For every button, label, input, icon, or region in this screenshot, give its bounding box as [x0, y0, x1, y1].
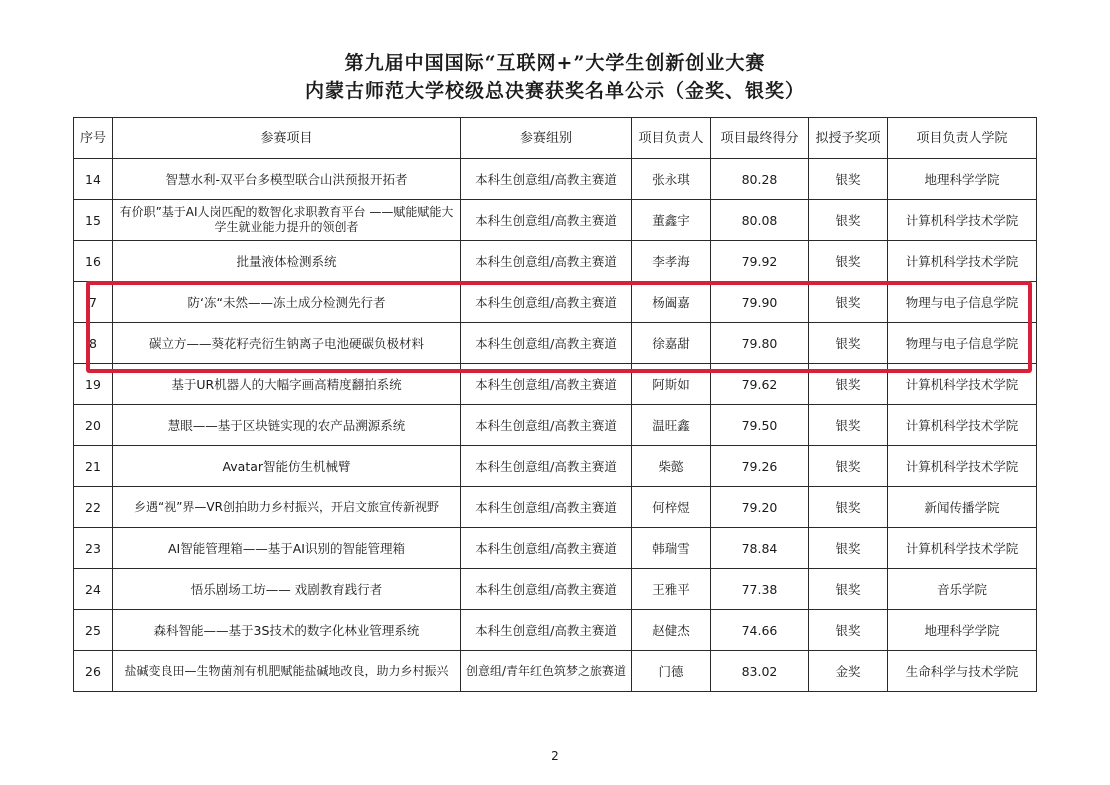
cell-college: 新闻传播学院: [888, 487, 1037, 528]
cell-award: 银奖: [809, 159, 888, 200]
cell-score: 79.26: [711, 446, 809, 487]
cell-award: 银奖: [809, 610, 888, 651]
cell-score: 79.62: [711, 364, 809, 405]
cell-group: 本科生创意组/高教主赛道: [461, 159, 632, 200]
cell-leader: 柴懿: [632, 446, 711, 487]
cell-group: 创意组/青年红色筑梦之旅赛道: [461, 651, 632, 692]
cell-group: 本科生创意组/高教主赛道: [461, 200, 632, 241]
cell-award: 银奖: [809, 528, 888, 569]
cell-no: 24: [74, 569, 113, 610]
cell-project: 批量液体检测系统: [113, 241, 461, 282]
cell-no: 16: [74, 241, 113, 282]
cell-project: 悟乐剧场工坊—— 戏剧教育践行者: [113, 569, 461, 610]
cell-award: 银奖: [809, 569, 888, 610]
cell-project: 慧眼——基于区块链实现的农产品溯源系统: [113, 405, 461, 446]
cell-award: 银奖: [809, 405, 888, 446]
cell-no: 25: [74, 610, 113, 651]
cell-group: 本科生创意组/高教主赛道: [461, 364, 632, 405]
cell-award: 银奖: [809, 200, 888, 241]
cell-project: 森科智能——基于3S技术的数字化林业管理系统: [113, 610, 461, 651]
cell-score: 83.02: [711, 651, 809, 692]
cell-leader: 温旺鑫: [632, 405, 711, 446]
cell-project: AI智能管理箱——基于AI识别的智能管理箱: [113, 528, 461, 569]
cell-group: 本科生创意组/高教主赛道: [461, 487, 632, 528]
cell-no: 8: [74, 323, 113, 364]
table-row: [74, 569, 1037, 610]
cell-project: Avatar智能仿生机械臂: [113, 446, 461, 487]
cell-no: 20: [74, 405, 113, 446]
table-row: [74, 446, 1037, 487]
cell-college: 物理与电子信息学院: [888, 282, 1037, 323]
table-row: [74, 200, 1037, 241]
cell-group: 本科生创意组/高教主赛道: [461, 323, 632, 364]
cell-college: 物理与电子信息学院: [888, 323, 1037, 364]
cell-no: 21: [74, 446, 113, 487]
cell-college: 地理科学学院: [888, 610, 1037, 651]
cell-group: 本科生创意组/高教主赛道: [461, 610, 632, 651]
cell-leader: 张永琪: [632, 159, 711, 200]
cell-leader: 何梓煜: [632, 487, 711, 528]
cell-leader: 韩瑞雪: [632, 528, 711, 569]
cell-leader: 王雅平: [632, 569, 711, 610]
cell-leader: 董鑫宇: [632, 200, 711, 241]
cell-leader: 赵健杰: [632, 610, 711, 651]
cell-group: 本科生创意组/高教主赛道: [461, 241, 632, 282]
cell-group: 本科生创意组/高教主赛道: [461, 282, 632, 323]
table-row: [74, 241, 1037, 282]
cell-college: 计算机科学技术学院: [888, 364, 1037, 405]
cell-project: 智慧水利-双平台多模型联合山洪预报开拓者: [113, 159, 461, 200]
cell-college: 计算机科学技术学院: [888, 446, 1037, 487]
cell-award: 银奖: [809, 241, 888, 282]
cell-award: 银奖: [809, 323, 888, 364]
cell-leader: 徐嘉甜: [632, 323, 711, 364]
cell-college: 计算机科学技术学院: [888, 200, 1037, 241]
cell-project: 防‘冻“未然——冻土成分检测先行者: [113, 282, 461, 323]
cell-college: 计算机科学技术学院: [888, 405, 1037, 446]
cell-college: 计算机科学技术学院: [888, 241, 1037, 282]
cell-leader: 杨阖嘉: [632, 282, 711, 323]
cell-college: 音乐学院: [888, 569, 1037, 610]
cell-no: 23: [74, 528, 113, 569]
cell-project: 乡遇“视”界—VR创拍助力乡村振兴，开启文旅宣传新视野: [113, 487, 461, 528]
table-header-row: [74, 118, 1037, 159]
header-college: 项目负责人学院: [888, 118, 1037, 159]
cell-award: 银奖: [809, 282, 888, 323]
cell-award: 银奖: [809, 487, 888, 528]
header-group: 参赛组别: [461, 118, 632, 159]
cell-project: 碳立方——葵花籽壳衍生钠离子电池硬碳负极材料: [113, 323, 461, 364]
cell-score: 79.92: [711, 241, 809, 282]
cell-group: 本科生创意组/高教主赛道: [461, 405, 632, 446]
table-row: [74, 364, 1037, 405]
cell-score: 79.50: [711, 405, 809, 446]
cell-score: 78.84: [711, 528, 809, 569]
cell-no: 19: [74, 364, 113, 405]
cell-score: 80.28: [711, 159, 809, 200]
cell-score: 74.66: [711, 610, 809, 651]
table-row: [74, 323, 1037, 364]
cell-no: 15: [74, 200, 113, 241]
table-row: [74, 159, 1037, 200]
award-list-table: [73, 117, 1037, 692]
cell-college: 地理科学学院: [888, 159, 1037, 200]
header-leader: 项目负责人: [632, 118, 711, 159]
cell-award: 金奖: [809, 651, 888, 692]
cell-no: 7: [74, 282, 113, 323]
table-row: [74, 405, 1037, 446]
table-row: [74, 528, 1037, 569]
cell-project: 基于UR机器人的大幅字画高精度翻拍系统: [113, 364, 461, 405]
cell-leader: 阿斯如: [632, 364, 711, 405]
cell-leader: 李孝海: [632, 241, 711, 282]
cell-no: 22: [74, 487, 113, 528]
cell-college: 生命科学与技术学院: [888, 651, 1037, 692]
header-project: 参赛项目: [113, 118, 461, 159]
table-row: [74, 610, 1037, 651]
cell-group: 本科生创意组/高教主赛道: [461, 569, 632, 610]
cell-score: 79.80: [711, 323, 809, 364]
cell-project: 盐碱变良田—生物菌剂有机肥赋能盐碱地改良，助力乡村振兴: [113, 651, 461, 692]
cell-score: 80.08: [711, 200, 809, 241]
header-no: 序号: [74, 118, 113, 159]
document-title-line1: 第九届中国国际“互联网+”大学生创新创业大赛: [344, 52, 766, 74]
cell-award: 银奖: [809, 364, 888, 405]
cell-college: 计算机科学技术学院: [888, 528, 1037, 569]
cell-leader: 门德: [632, 651, 711, 692]
cell-award: 银奖: [809, 446, 888, 487]
header-score: 项目最终得分: [711, 118, 809, 159]
cell-group: 本科生创意组/高教主赛道: [461, 528, 632, 569]
cell-no: 14: [74, 159, 113, 200]
cell-score: 79.90: [711, 282, 809, 323]
cell-group: 本科生创意组/高教主赛道: [461, 446, 632, 487]
document-title-line2: 内蒙古师范大学校级总决赛获奖名单公示（金奖、银奖）: [304, 80, 805, 102]
table-row: [74, 282, 1037, 323]
table-row: [74, 487, 1037, 528]
cell-project: 有价职”基于AI人岗匹配的数智化求职教育平台 ——赋能赋能大学生就业能力提升的领创者: [113, 200, 461, 241]
cell-score: 79.20: [711, 487, 809, 528]
page-number: 2: [551, 749, 559, 763]
cell-score: 77.38: [711, 569, 809, 610]
header-award: 拟授予奖项: [809, 118, 888, 159]
cell-no: 26: [74, 651, 113, 692]
table-row: [74, 651, 1037, 692]
